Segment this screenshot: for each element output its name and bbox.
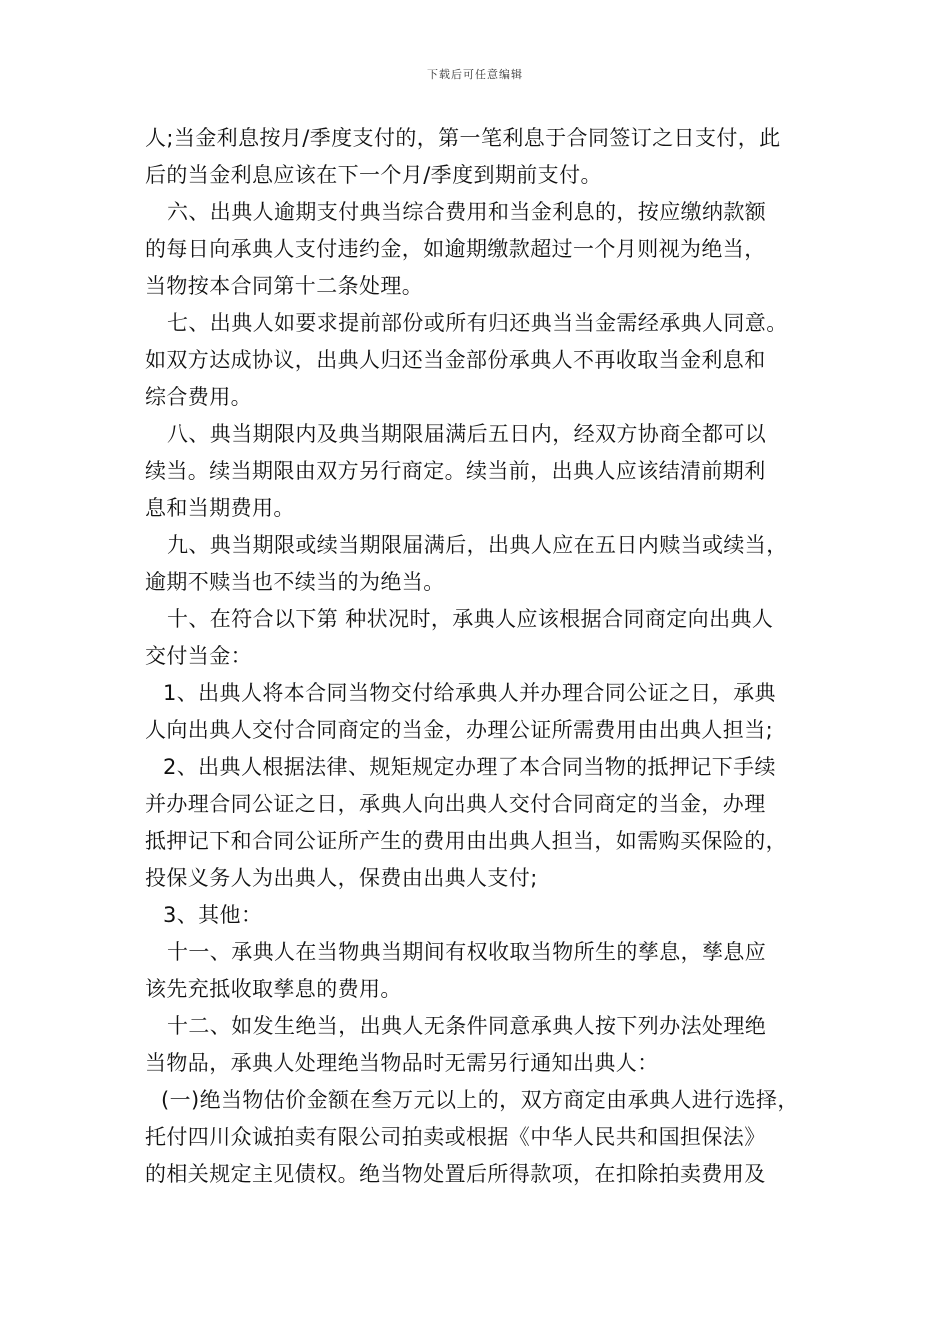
text-line: 后的当金利息应该在下一个月/季度到期前支付。 (145, 163, 602, 187)
text-line: 的相关规定主见债权。绝当物处置后所得款项，在扣除拍卖费用及 (145, 1162, 766, 1186)
document-body (145, 120, 810, 1193)
text-line: 十、在符合以下第 种状况时，承典人应该根据合同商定向出典人 (167, 607, 774, 631)
text-line: 十一、承典人在当物典当期间有权收取当物所生的孳息，孳息应 (167, 940, 767, 964)
text-line: 交付当金： (145, 644, 252, 668)
text-line: 十二、如发生绝当，出典人无条件同意承典人按下列办法处理绝 (167, 1014, 767, 1038)
text-line: 如双方达成协议，出典人归还当金部份承典人不再收取当金利息和 (145, 348, 766, 372)
text-line: 2、出典人根据法律、规矩规定办理了本合同当物的抵押记下手续 (163, 755, 776, 779)
page-header: 下载后可任意编辑 (427, 68, 523, 81)
text-line: 的每日向承典人支付违约金，如逾期缴款超过一个月则视为绝当， (145, 237, 766, 261)
text-line: 当物按本合同第十二条处理。 (145, 274, 424, 298)
text-line: 续当。续当期限由双方另行商定。续当前，出典人应该结清前期利 (145, 459, 766, 483)
text-line: 九、典当期限或续当期限届满后，出典人应在五日内赎当或续当， (167, 533, 788, 557)
text-line: 人向出典人交付合同商定的当金，办理公证所需费用由出典人担当; (145, 718, 774, 742)
text-line: 当物品，承典人处理绝当物品时无需另行通知出典人： (145, 1051, 659, 1075)
text-line: 七、出典人如要求提前部份或所有归还典当当金需经承典人同意。 (167, 311, 788, 335)
text-line: 托付四川众诚拍卖有限公司拍卖或根据《中华人民共和国担保法》 (145, 1125, 766, 1149)
text-line: 八、典当期限内及典当期限届满后五日内，经双方协商全都可以 (167, 422, 767, 446)
text-line: (一)绝当物估价金额在叁万元以上的，双方商定由承典人进行选择， (161, 1088, 799, 1112)
text-line: 逾期不赎当也不续当的为绝当。 (145, 570, 445, 594)
text-line: 投保义务人为出典人，保费由出典人支付; (145, 866, 538, 890)
text-line: 息和当期费用。 (145, 496, 295, 520)
text-line: 综合费用。 (145, 385, 252, 409)
text-line: 3、其他： (163, 903, 263, 927)
text-line: 该先充抵收取孳息的费用。 (145, 977, 402, 1001)
text-line: 人;当金利息按月/季度支付的，第一笔利息于合同签订之日支付，此 (145, 126, 781, 150)
text-line: 抵押记下和合同公证所产生的费用由出典人担当，如需购买保险的， (145, 829, 787, 853)
text-line: 六、出典人逾期支付典当综合费用和当金利息的，按应缴纳款额 (167, 200, 767, 224)
text-line: 1、出典人将本合同当物交付给承典人并办理合同公证之日，承典 (163, 681, 776, 705)
text-line: 并办理合同公证之日，承典人向出典人交付合同商定的当金，办理 (145, 792, 766, 816)
